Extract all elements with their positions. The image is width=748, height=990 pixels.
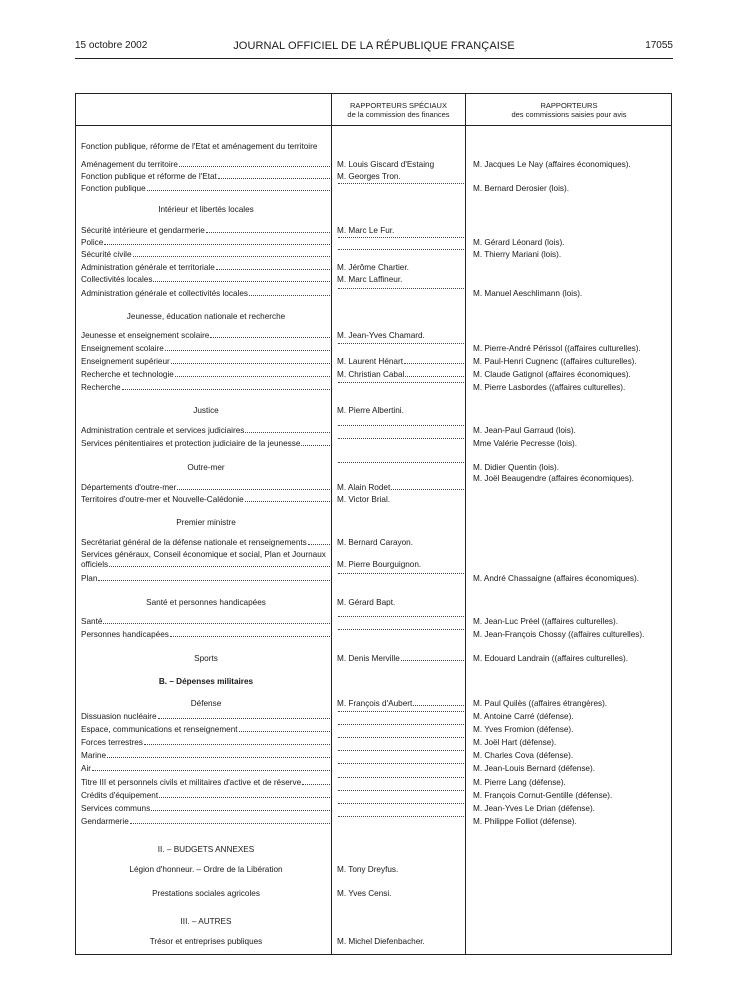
rapporteur-special	[337, 425, 465, 429]
rapporteur-special	[337, 382, 465, 386]
table-row	[75, 311, 672, 323]
rapporteur-special	[337, 559, 465, 571]
budget-item-label: Fonction publique, réforme de l'Etat et aménagement du territoire	[81, 142, 318, 151]
table-row	[75, 737, 672, 749]
rapporteur-avis: M. Charles Cova (défense).	[473, 751, 574, 760]
budget-item-label	[81, 330, 331, 342]
budget-item-label	[81, 711, 331, 723]
budget-item-text: Enseignement scolaire	[81, 344, 164, 353]
rapporteur-special	[337, 183, 465, 187]
rapporteur-special	[337, 777, 465, 781]
table-row	[75, 482, 672, 494]
dot-leader	[175, 376, 330, 377]
budget-item-label	[81, 777, 331, 789]
budget-item-label	[81, 537, 331, 549]
dot-leader	[177, 489, 330, 490]
rapporteur-special	[337, 405, 465, 417]
dot-leader	[391, 489, 464, 490]
dot-leader	[338, 237, 464, 238]
budget-item-label	[81, 494, 331, 506]
section-heading: Sports	[194, 654, 218, 663]
budget-item-text: Collectivités locales	[81, 275, 153, 284]
dot-leader	[165, 350, 330, 351]
table-row	[75, 653, 672, 665]
budget-item-text: Air	[81, 764, 92, 773]
rapporteur-name: M. Michel Diefenbacher.	[337, 937, 425, 946]
budget-item-text: Sécurité intérieure et gendarmerie	[81, 226, 205, 235]
budget-item-text: Administration générale et collectivités locales	[81, 289, 249, 298]
rapporteur-name: M. Georges Tron.	[337, 172, 401, 181]
table-row	[75, 274, 672, 286]
dot-leader	[171, 363, 330, 364]
table-row	[75, 159, 672, 171]
section-heading: Légion d'honneur. – Ordre de la Libération	[129, 865, 283, 874]
dot-leader	[338, 737, 464, 738]
dot-leader	[92, 770, 330, 771]
dot-leader	[338, 616, 464, 617]
budget-item-text: Titre III et personnels civils et militaires d'active et de réserve	[81, 778, 302, 787]
rapporteur-special	[337, 737, 465, 741]
dot-leader	[144, 744, 330, 745]
rapporteur-avis: M. Jean-Yves Le Drian (défense).	[473, 804, 595, 813]
budget-item-label	[81, 763, 331, 775]
table-row	[75, 343, 672, 355]
section-heading: Intérieur et libertés locales	[158, 205, 254, 214]
rapporteur-avis: M. Bernard Derosier (lois).	[473, 184, 569, 193]
budget-item-text: Dissuasion nucléaire	[81, 712, 157, 721]
table-row	[75, 790, 672, 802]
rapporteur-special	[337, 803, 465, 807]
rapporteur-special	[337, 262, 465, 274]
rapporteur-avis: M. Jean-François Chossy ((affaires culturelles).	[473, 630, 645, 639]
dot-leader	[239, 731, 330, 732]
rapporteur-special	[337, 537, 465, 549]
rapporteur-name: M. Jean-Yves Chamard.	[337, 331, 425, 340]
rapporteur-special	[337, 288, 465, 292]
dot-leader	[245, 501, 330, 502]
dot-leader	[338, 249, 464, 250]
budget-item-text: Crédits d'équipement	[81, 791, 159, 800]
budget-item-label	[81, 724, 331, 736]
table-row	[75, 616, 672, 628]
table-row	[75, 629, 672, 641]
dot-leader	[249, 295, 330, 296]
header-divider	[75, 125, 672, 126]
rapporteur-name: M. Jérôme Chartier.	[337, 263, 409, 272]
dot-leader	[159, 797, 330, 798]
rapporteur-avis: Mme Valérie Pecresse (lois).	[473, 439, 578, 448]
budget-item-text: Recherche	[81, 383, 121, 392]
rapporteur-name: M. Gérard Bapt.	[337, 598, 396, 607]
rapporteur-special	[337, 629, 465, 633]
rapporteur-name: M. Yves Censi.	[337, 889, 392, 898]
budget-item-text: Fonction publique et réforme de l'Etat	[81, 172, 217, 181]
budget-item-text: Enseignement supérieur	[81, 357, 170, 366]
table-row	[75, 183, 672, 195]
budget-item-label	[81, 790, 331, 802]
rapporteur-special	[337, 462, 465, 466]
rapporteur-special	[337, 330, 465, 342]
budget-item-text: Gendarmerie	[81, 817, 129, 826]
rapporteur-avis: M. Didier Quentin (lois).	[473, 463, 559, 472]
table-row	[75, 330, 672, 342]
budget-item-label	[81, 737, 331, 749]
dot-leader	[338, 343, 464, 344]
rapporteur-name: M. Alain Rodet	[337, 483, 391, 492]
dot-leader	[210, 337, 330, 338]
header-rule	[75, 58, 673, 59]
rapporteur-name: M. Louis Giscard d'Estaing	[337, 160, 435, 169]
rapporteur-avis: M. Jean-Luc Préel ((affaires culturelles).	[473, 617, 619, 626]
table-row	[75, 356, 672, 368]
section-heading: Jeunesse, éducation nationale et recherche	[126, 312, 286, 321]
budget-item-text: Départements d'outre-mer	[81, 483, 177, 492]
header-date: 15 octobre 2002	[75, 40, 148, 51]
dot-leader	[404, 363, 464, 364]
dot-leader	[153, 281, 330, 282]
budget-item-label	[81, 482, 331, 494]
dot-leader	[338, 629, 464, 630]
rapporteur-name: M. Tony Dreyfus.	[337, 865, 399, 874]
budget-item-text: Services pénitentiaires et protection judiciaire de la jeunesse	[81, 439, 301, 448]
section-heading: B. – Dépenses militaires	[158, 677, 254, 686]
dot-leader	[107, 757, 330, 758]
dot-leader	[103, 623, 330, 624]
dot-leader	[302, 784, 330, 785]
table-row	[75, 237, 672, 249]
rapporteur-name: M. Christian Cabal	[337, 370, 405, 379]
col-header-line: RAPPORTEURS	[540, 101, 598, 110]
rapporteur-special	[337, 159, 465, 171]
table-row	[75, 864, 672, 876]
dot-leader	[308, 544, 330, 545]
rapporteur-special	[337, 597, 465, 609]
rapporteur-avis: M. Pierre Lang (défense).	[473, 778, 566, 787]
rapporteur-avis: M. Jean-Louis Bernard (défense).	[473, 764, 595, 773]
budget-item-text: Forces terrestres	[81, 738, 143, 747]
rapporteur-name: M. Victor Brial.	[337, 495, 391, 504]
dot-leader	[133, 256, 330, 257]
table-row	[75, 405, 672, 417]
rapporteur-special	[337, 763, 465, 767]
dot-leader	[338, 724, 464, 725]
rapporteur-special	[337, 616, 465, 620]
table-row	[75, 249, 672, 261]
table-row	[75, 916, 672, 928]
col-header-rapporteurs-speciaux	[332, 101, 465, 119]
rapporteur-name: M. Laurent Hénart	[337, 357, 403, 366]
dot-leader	[338, 573, 464, 574]
budget-item-text: Recherche et technologie	[81, 370, 174, 379]
rapporteur-name: M. François d'Aubert	[337, 699, 413, 708]
rapporteur-name: M. Marc Le Fur.	[337, 226, 395, 235]
budget-item-label	[81, 262, 331, 274]
dot-leader	[170, 636, 330, 637]
dot-leader	[147, 190, 330, 191]
rapporteur-name: M. Pierre Albertini.	[337, 406, 404, 415]
dot-leader	[338, 183, 464, 184]
table-row	[75, 204, 672, 216]
dot-leader	[338, 750, 464, 751]
rapporteur-avis: M. Joël Beaugendre (affaires économiques).	[473, 474, 634, 483]
rapporteur-avis: M. Pierre-André Périssol ((affaires culturelles).	[473, 344, 641, 353]
rapporteur-avis: M. François Cornut-Gentille (défense).	[473, 791, 613, 800]
rapporteur-special	[337, 369, 465, 381]
rapporteur-special	[337, 171, 465, 183]
dot-leader	[301, 445, 330, 446]
section-heading: III. – AUTRES	[180, 917, 232, 926]
rapporteur-special	[337, 274, 465, 286]
section-heading: Justice	[193, 406, 219, 415]
budget-item-label: Services généraux, Conseil économique et social, Plan et Journaux	[81, 550, 326, 559]
col-header-line: RAPPORTEURS SPÉCIAUX	[350, 101, 447, 110]
rapporteur-name: M. Marc Laffineur.	[337, 275, 403, 284]
budget-item-label	[81, 425, 331, 437]
rapporteur-avis: M. Gérard Léonard (lois).	[473, 238, 565, 247]
table-row	[75, 494, 672, 506]
table-row	[75, 803, 672, 815]
table-row	[75, 425, 672, 437]
section-heading: Santé et personnes handicapées	[146, 598, 266, 607]
rapporteur-avis: M. Philippe Folliot (défense).	[473, 817, 577, 826]
budget-item-label	[81, 559, 331, 571]
budget-item-text: Secrétariat général de la défense nationale et renseignements	[81, 538, 307, 547]
dot-leader	[338, 438, 464, 439]
section-heading: Premier ministre	[176, 518, 236, 527]
dot-leader	[338, 425, 464, 426]
rapporteur-avis: M. Joël Hart (défense).	[473, 738, 557, 747]
rapporteur-special	[337, 573, 465, 577]
rapporteur-special	[337, 356, 465, 368]
dot-leader	[98, 580, 330, 581]
dot-leader	[338, 803, 464, 804]
rapporteur-special	[337, 790, 465, 794]
dot-leader	[338, 816, 464, 817]
budget-item-label	[81, 159, 331, 171]
header-title: JOURNAL OFFICIEL DE LA RÉPUBLIQUE FRANÇAISE	[233, 40, 515, 52]
table-row	[75, 676, 672, 688]
rapporteur-special	[337, 816, 465, 820]
budget-item-text: Plan	[81, 574, 98, 583]
budget-item-label	[81, 288, 331, 300]
budget-item-label	[81, 343, 331, 355]
budget-item-label	[81, 438, 331, 450]
budget-item-label	[81, 573, 331, 585]
budget-item-label	[81, 225, 331, 237]
table-row	[75, 777, 672, 789]
table-row	[75, 171, 672, 183]
dot-leader	[130, 823, 330, 824]
rapporteur-avis: M. Paul-Henri Cugnenc ((affaires culturelles).	[473, 357, 637, 366]
dot-leader	[218, 178, 330, 179]
budget-item-text: Police	[81, 238, 104, 247]
rapporteur-avis: M. Paul Quilès ((affaires étrangères).	[473, 699, 608, 708]
rapporteur-special	[337, 888, 465, 900]
section-heading: Outre-mer	[187, 463, 225, 472]
budget-item-text: Santé	[81, 617, 103, 626]
table-row	[75, 597, 672, 609]
table-row	[75, 844, 672, 856]
table-row	[75, 438, 672, 450]
rapporteur-special	[337, 438, 465, 442]
dot-leader	[109, 566, 330, 567]
budget-item-label	[81, 274, 331, 286]
col-header-line: de la commission des finances	[347, 110, 450, 119]
rapporteur-avis: M. Claude Gatignol (affaires économiques).	[473, 370, 631, 379]
rapporteur-avis: M. Jacques Le Nay (affaires économiques).	[473, 160, 631, 169]
rapporteur-special	[337, 711, 465, 715]
rapporteur-avis: M. André Chassaigne (affaires économiques).	[473, 574, 639, 583]
rapporteur-special	[337, 343, 465, 347]
rapporteur-avis: M. Manuel Aeschlimann (lois).	[473, 289, 583, 298]
section-heading: Trésor et entreprises publiques	[149, 937, 263, 946]
rapporteur-special	[337, 724, 465, 728]
table-row	[75, 382, 672, 394]
dot-leader	[338, 777, 464, 778]
rapporteur-name: M. Denis Merville	[337, 654, 400, 663]
budget-item-label	[81, 382, 331, 394]
rapporteur-special	[337, 482, 465, 494]
dot-leader	[338, 790, 464, 791]
table-row	[75, 559, 672, 571]
rapporteur-avis: M. Yves Fromion (défense).	[473, 725, 574, 734]
budget-item-text: Jeunesse et enseignement scolaire	[81, 331, 210, 340]
rapporteur-name: M. Pierre Bourguignon.	[337, 560, 422, 569]
budget-item-label	[81, 237, 331, 249]
budget-item-label	[81, 629, 331, 641]
rapporteur-name: M. Bernard Carayon.	[337, 538, 413, 547]
rapporteur-special	[337, 750, 465, 754]
rapporteur-special	[337, 864, 465, 876]
dot-leader	[179, 166, 330, 167]
budget-item-text: Aménagement du territoire	[81, 160, 178, 169]
budget-item-text: Fonction publique	[81, 184, 146, 193]
rapporteur-avis: M. Edouard Landrain ((affaires culturelles).	[473, 654, 629, 663]
rapporteur-special	[337, 237, 465, 241]
budget-item-label	[81, 803, 331, 815]
dot-leader	[338, 462, 464, 463]
rapporteur-special	[337, 249, 465, 253]
rapporteur-special	[337, 494, 465, 506]
dot-leader	[338, 763, 464, 764]
budget-item-text: Espace, communications et renseignement	[81, 725, 238, 734]
table-row	[75, 537, 672, 549]
table-row	[75, 724, 672, 736]
budget-item-text: Sécurité civile	[81, 250, 132, 259]
dot-leader	[338, 711, 464, 712]
budget-item-text: Territoires d'outre-mer et Nouvelle-Calédonie	[81, 495, 244, 504]
col-header-line: des commissions saisies pour avis	[511, 110, 627, 119]
budget-item-text: Marine	[81, 751, 107, 760]
dot-leader	[413, 705, 464, 706]
dot-leader	[206, 232, 330, 233]
rapporteur-special	[337, 936, 465, 948]
table-row	[75, 369, 672, 381]
section-heading: Défense	[190, 699, 222, 708]
rapporteur-avis: M. Jean-Paul Garraud (lois).	[473, 426, 576, 435]
table-row	[75, 262, 672, 274]
table-row	[75, 816, 672, 828]
budget-item-label	[81, 750, 331, 762]
budget-item-text: officiels	[81, 560, 109, 569]
budget-item-label	[81, 183, 331, 195]
dot-leader	[151, 810, 330, 811]
dot-leader	[245, 432, 330, 433]
table-row	[75, 225, 672, 237]
rapporteur-special	[337, 698, 465, 710]
dot-leader	[338, 288, 464, 289]
table-row	[75, 763, 672, 775]
dot-leader	[216, 269, 330, 270]
table-row	[75, 517, 672, 529]
table-row	[75, 288, 672, 300]
budget-item-label	[81, 249, 331, 261]
dot-leader	[122, 389, 330, 390]
budget-item-label	[81, 616, 331, 628]
dot-leader	[338, 382, 464, 383]
dot-leader	[405, 376, 464, 377]
budget-item-text: Services communs	[81, 804, 151, 813]
table-row	[75, 141, 672, 153]
budget-item-label	[81, 369, 331, 381]
budget-item-label	[81, 356, 331, 368]
rapporteur-avis: M. Antoine Carré (défense).	[473, 712, 574, 721]
rapporteur-avis: M. Pierre Lasbordes ((affaires culturelles).	[473, 383, 626, 392]
budget-item-text: Administration générale et territoriale	[81, 263, 215, 272]
table-row	[75, 573, 672, 585]
dot-leader	[158, 718, 330, 719]
budget-item-text: Personnes handicapées	[81, 630, 169, 639]
budget-item-label	[81, 171, 331, 183]
section-heading: II. – BUDGETS ANNEXES	[157, 845, 255, 854]
rapporteur-special	[337, 653, 465, 665]
dot-leader	[401, 660, 464, 661]
header-page-number: 17055	[645, 40, 673, 51]
dot-leader	[104, 244, 330, 245]
budget-item-text: Administration centrale et services judiciaires	[81, 426, 245, 435]
budget-item-label	[81, 816, 331, 828]
section-heading: Prestations sociales agricoles	[152, 889, 260, 898]
table-row	[75, 750, 672, 762]
col-header-rapporteurs-avis	[466, 101, 672, 119]
table-row	[75, 698, 672, 710]
table-row	[75, 888, 672, 900]
rapporteur-avis: M. Thierry Mariani (lois).	[473, 250, 562, 259]
table-row	[75, 936, 672, 948]
rapporteur-special	[337, 225, 465, 237]
table-row	[75, 711, 672, 723]
